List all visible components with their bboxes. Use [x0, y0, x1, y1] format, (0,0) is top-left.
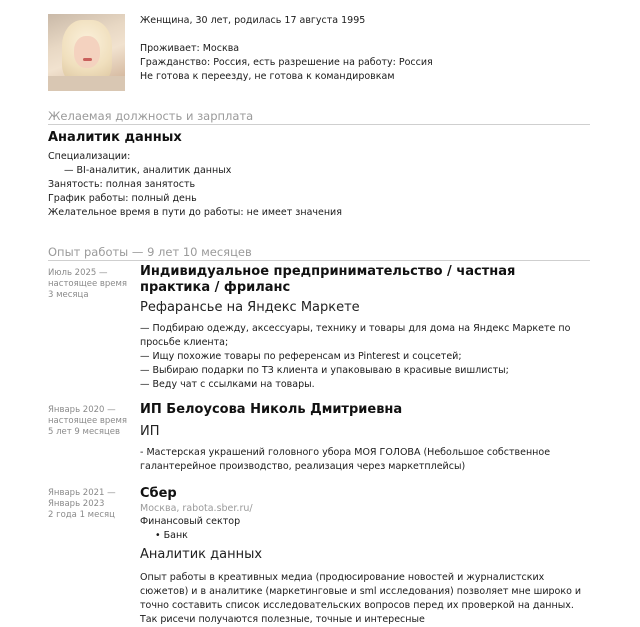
job-company: ИП Белоусова Николь Дмитриевна — [140, 402, 403, 417]
job-location: Москва, rabota.sber.ru/ — [140, 503, 253, 514]
job-company: Индивидуальное предпринимательство / частная практика / фриланс — [140, 264, 516, 295]
section-divider — [48, 124, 590, 125]
job-description: - Мастерская украшений головного убора МОЯ ГОЛОВА (Небольшое собственное галантерейное производство, реализация через маркетплейсы) — [140, 447, 551, 472]
profile-photo — [48, 14, 125, 91]
job-duty: — Подбираю одежду, аксессуары, технику и товары для дома на Яндекс Маркете по просьбе клиента; — [140, 323, 571, 348]
profile-citizenship: Гражданство: Россия, есть разрешение на работу: Россия — [140, 57, 433, 68]
section-title-desired: Желаемая должность и зарплата — [48, 109, 254, 123]
job-position: ИП — [140, 424, 160, 439]
job-description: Опыт работы в креативных медиа (продюсирование новостей и журналистских сюжетов) и в аналитике (маркетинговые и sml исследования) позволяет мне широко и точно составить список исследовательских вопросов перед их проверкой на данных. Так рисечи получаются полезные, точные и интересные — [140, 572, 582, 625]
job-duty: — Ищу похожие товары по референсам из Pinterest и соцсетей; — [140, 351, 462, 362]
job-date-to: настоящее время — [48, 416, 128, 426]
job-date-to: Январь 2023 — [48, 499, 105, 509]
job-sector-item: • Банк — [155, 530, 188, 541]
job-duty: — Выбираю подарки по ТЗ клиента и упаковываю в красивые вишлисты; — [140, 365, 509, 376]
profile-relocation: Не готова к переезду, не готова к командировкам — [140, 71, 395, 82]
specializations-label: Специализации: — [48, 151, 131, 162]
section-title-experience: Опыт работы — 9 лет 10 месяцев — [48, 245, 252, 259]
job-duty: — Веду чат с ссылками на товары. — [140, 379, 315, 390]
job-date-from: Январь 2021 — — [48, 488, 116, 498]
specialization-item: — BI-аналитик, аналитик данных — [64, 165, 232, 176]
profile-residence: Проживает: Москва — [140, 43, 240, 54]
job-date-from: Январь 2020 — — [48, 405, 116, 415]
job-date-from: Июль 2025 — — [48, 268, 108, 278]
desired-position: Аналитик данных — [48, 130, 182, 145]
job-date-to: настоящее время — [48, 279, 128, 289]
job-duration: 5 лет 9 месяцев — [48, 427, 120, 437]
job-sector: Финансовый сектор — [140, 516, 241, 527]
job-duration: 2 года 1 месяц — [48, 510, 115, 520]
job-position: Аналитик данных — [140, 547, 263, 562]
section-divider — [48, 260, 590, 261]
job-position: Рефарансье на Яндекс Маркете — [140, 300, 360, 315]
profile-summary: Женщина, 30 лет, родилась 17 августа 1995 — [140, 15, 366, 26]
work-schedule: График работы: полный день — [48, 193, 197, 204]
job-company: Сбер — [140, 486, 177, 501]
job-duration: 3 месяца — [48, 290, 89, 300]
employment-type: Занятость: полная занятость — [48, 179, 196, 190]
commute-time: Желательное время в пути до работы: не имеет значения — [48, 207, 342, 218]
